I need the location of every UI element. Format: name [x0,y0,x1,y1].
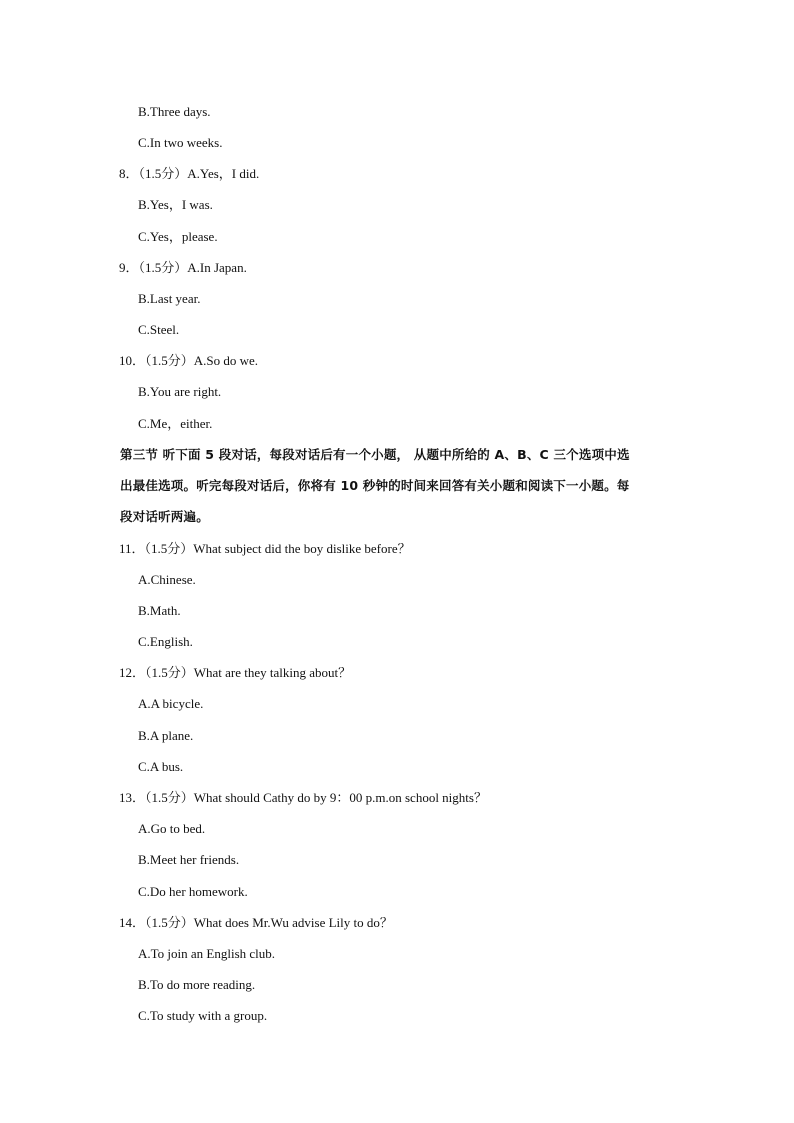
q11-option-c: C.English. [138,634,193,649]
q11-option-a: A.Chinese. [138,572,196,587]
q11-option-b: B.Math. [138,603,181,618]
q14-stem: 14．（1.5分）What does Mr.Wu advise Lily to do？ [119,915,393,930]
section3-instructions-line3: 段对话听两遍。 [120,509,209,524]
q13-option-a: A.Go to bed. [138,821,206,836]
q8-option-c: C.Yes，please. [138,229,218,244]
q12-option-b: B.A plane. [138,728,194,743]
section3-instructions-line2: 出最佳选项。听完每段对话后，你将有 10 秒钟的时间来回答有关小题和阅读下一小题。每 [120,478,630,493]
q8-option-b: B.Yes，I was. [138,197,213,212]
q13-stem: 13．（1.5分）What should Cathy do by 9：00 p.m.on school nights？ [119,790,487,805]
q12-stem: 12．（1.5分）What are they talking about？ [119,665,352,680]
q14-option-c: C.To study with a group. [138,1008,268,1023]
q9-stem: 9．（1.5分）A.In Japan. [119,260,247,275]
q11-stem: 11．（1.5分）What subject did the boy dislike before？ [119,541,411,556]
section3-instructions-line1: 第三节 听下面 5 段对话，每段对话后有一个小题， 从题中所给的 A、B、C 三个选项中选 [120,447,630,462]
q14-option-a: A.To join an English club. [138,946,276,961]
q14-option-b: B.To do more reading. [138,977,256,992]
q9-option-c: C.Steel. [138,322,180,337]
q10-stem: 10．（1.5分）A.So do we. [119,353,259,368]
q12-option-c: C.A bus. [138,759,184,774]
q7-option-b: B.Three days. [138,104,211,119]
q10-option-b: B.You are right. [138,384,222,399]
q9-option-b: B.Last year. [138,291,201,306]
q12-option-a: A.A bicycle. [138,696,204,711]
q7-option-c: C.In two weeks. [138,135,223,150]
q8-stem: 8．（1.5分）A.Yes，I did. [119,166,260,181]
q10-option-c: C.Me，either. [138,416,213,431]
q13-option-c: C.Do her homework. [138,884,248,899]
q13-option-b: B.Meet her friends. [138,852,240,867]
